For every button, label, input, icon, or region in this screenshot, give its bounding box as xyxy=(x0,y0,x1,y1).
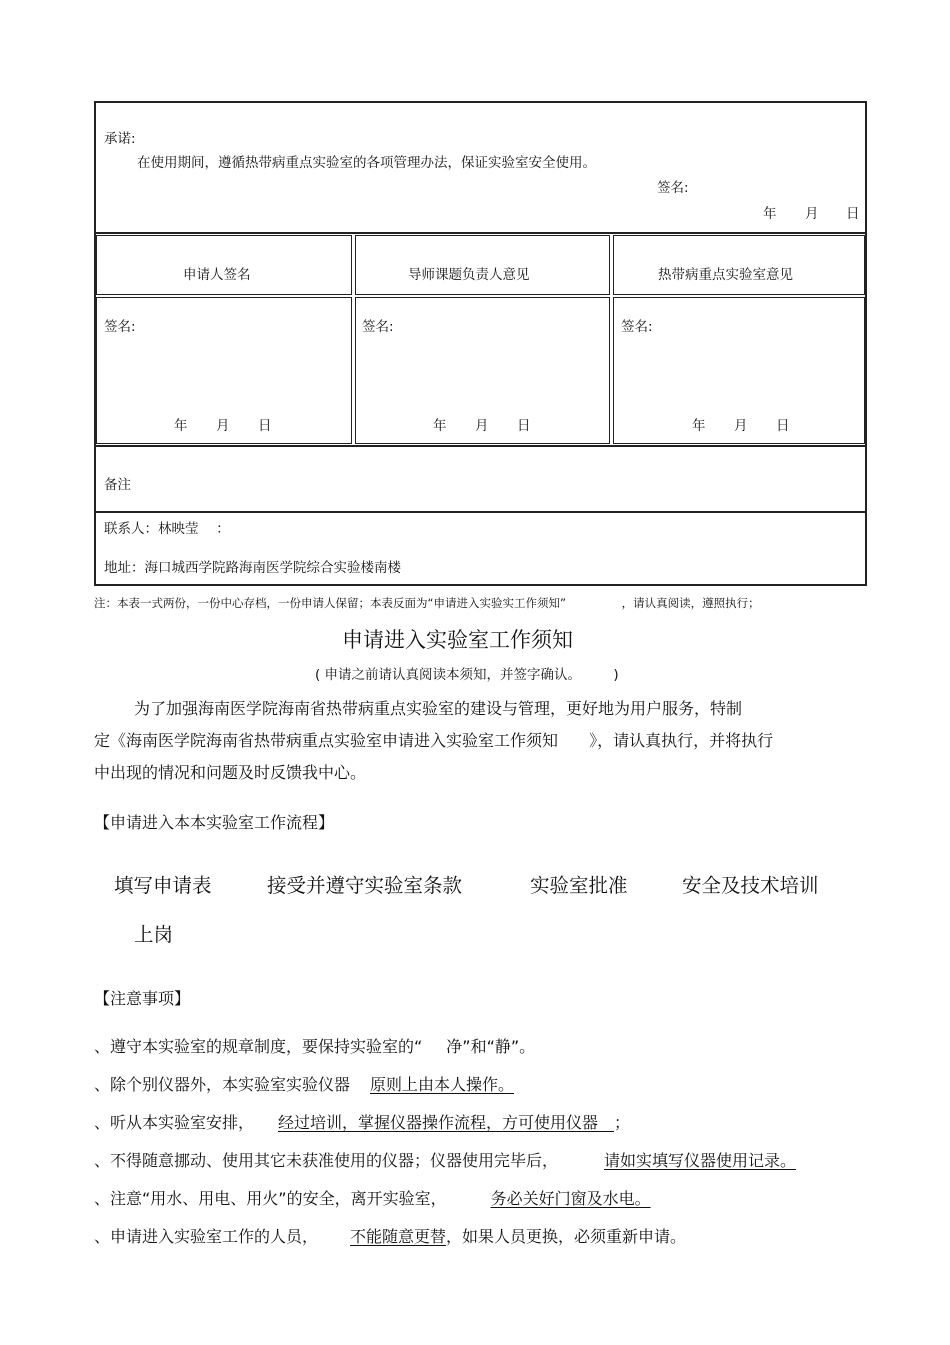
notice-subtitle-text: ( 申请之前请认真阅读本须知，并签字确认。 xyxy=(315,667,582,683)
note-item-2-underlined: 原则上由本人操作。 xyxy=(370,1075,515,1094)
note-item-4 xyxy=(94,1148,796,1171)
note-item-6 xyxy=(94,1224,686,1247)
process-step-4: 安全及技术培训 xyxy=(682,874,819,897)
lab-date-day: 日 xyxy=(776,418,790,434)
note-item-6-end: ，如果人员更换，必须重新申请。 xyxy=(446,1227,687,1246)
note-item-2 xyxy=(94,1072,514,1095)
notice-subtitle xyxy=(315,663,619,683)
applicant-date-month: 月 xyxy=(216,418,230,434)
address-line: 地址：海口城西学院路海南医学院综合实验楼南楼 xyxy=(104,560,401,576)
pledge-text: 在使用期间，遵循热带病重点实验室的各项管理办法，保证实验室安全使用。 xyxy=(137,155,596,171)
intro-line-2a: 定《海南医学院海南省热带病重点实验室申请进入实验室工作须知 xyxy=(94,731,559,750)
note-item-5-text: 、注意“用水、用电、用火”的安全，离开实验室， xyxy=(94,1189,447,1208)
note-item-3-end: ； xyxy=(614,1113,631,1132)
note-item-2-text: 、除个别仪器外，本实验室实验仪器 xyxy=(94,1075,351,1094)
lab-date-year: 年 xyxy=(692,418,706,434)
process-step-5: 上岗 xyxy=(134,923,174,946)
process-step-3: 实验室批准 xyxy=(530,874,628,897)
sign-label-applicant: 签名: xyxy=(104,319,136,335)
process-step-2: 接受并遵守实验室条款 xyxy=(267,874,463,897)
sign-label-supervisor: 签名: xyxy=(362,319,394,335)
note-item-1-text: 、遵守本实验室的规章制度，要保持实验室的“ xyxy=(94,1037,423,1056)
supervisor-date-year: 年 xyxy=(433,418,447,434)
notes-heading: 【注意事项】 xyxy=(94,989,191,1008)
remarks-label: 备注 xyxy=(104,477,131,493)
supervisor-date-month: 月 xyxy=(475,418,489,434)
note-item-4-text: 、不得随意挪动、使用其它未获准使用的仪器；仪器使用完毕后， xyxy=(94,1151,559,1170)
intro-line-3: 中出现的情况和问题及时反馈我中心。 xyxy=(94,763,367,782)
intro-line-1: 为了加强海南医学院海南省热带病重点实验室的建设与管理，更好地为用户服务，特制 xyxy=(134,699,743,718)
form-divider-1 xyxy=(94,232,867,234)
form-footnote xyxy=(94,595,760,611)
notice-title: 申请进入实验室工作须知 xyxy=(342,628,573,652)
sign-label-lab: 签名: xyxy=(621,319,653,335)
footnote-part2: ，请认真阅读，遵照执行； xyxy=(621,596,760,610)
process-heading: 【申请进入本本实验室工作流程】 xyxy=(94,813,335,832)
intro-line-2 xyxy=(94,728,773,751)
note-item-5-underlined: 务必关好门窗及水电。 xyxy=(490,1189,651,1208)
note-item-4-underlined: 请如实填写仪器使用记录。 xyxy=(604,1151,797,1170)
col-header-lab: 热带病重点实验室意见 xyxy=(658,267,793,283)
contact-line: 联系人：林映莹 ： xyxy=(104,521,230,537)
note-item-5 xyxy=(94,1186,651,1209)
note-item-3-text: 、听从本实验室安排， xyxy=(94,1113,255,1132)
col-header-applicant: 申请人签名 xyxy=(183,267,251,283)
note-item-1-end: 净”和“静”。 xyxy=(446,1037,536,1056)
process-step-1: 填写申请表 xyxy=(114,874,212,897)
pledge-label: 承诺: xyxy=(104,131,136,147)
note-item-3 xyxy=(94,1110,630,1133)
form-divider-3 xyxy=(94,511,867,513)
pledge-date-day: 日 xyxy=(846,206,860,222)
note-item-3-underlined: 经过培训，掌握仪器操作流程，方可使用仪器 xyxy=(278,1113,615,1132)
applicant-date-year: 年 xyxy=(174,418,188,434)
pledge-date-year: 年 xyxy=(763,206,777,222)
note-item-1 xyxy=(94,1034,535,1057)
pledge-date-month: 月 xyxy=(805,206,819,222)
supervisor-date-day: 日 xyxy=(517,418,531,434)
note-item-6-text: 、申请进入实验室工作的人员， xyxy=(94,1227,319,1246)
footnote-part1: 注：本表一式两份，一份中心存档，一份申请人保留；本表反面为“申请进入实验实工作须知” xyxy=(94,596,566,610)
note-item-6-underlined: 不能随意更替 xyxy=(350,1227,447,1246)
applicant-date-day: 日 xyxy=(258,418,272,434)
form-divider-2 xyxy=(94,445,867,447)
notice-subtitle-close: ) xyxy=(613,667,619,683)
col-header-supervisor: 导师课题负责人意见 xyxy=(408,267,530,283)
intro-line-2b: 》，请认真执行，并将执行 xyxy=(589,731,774,750)
lab-date-month: 月 xyxy=(734,418,748,434)
pledge-sign-label: 签名: xyxy=(657,180,689,196)
